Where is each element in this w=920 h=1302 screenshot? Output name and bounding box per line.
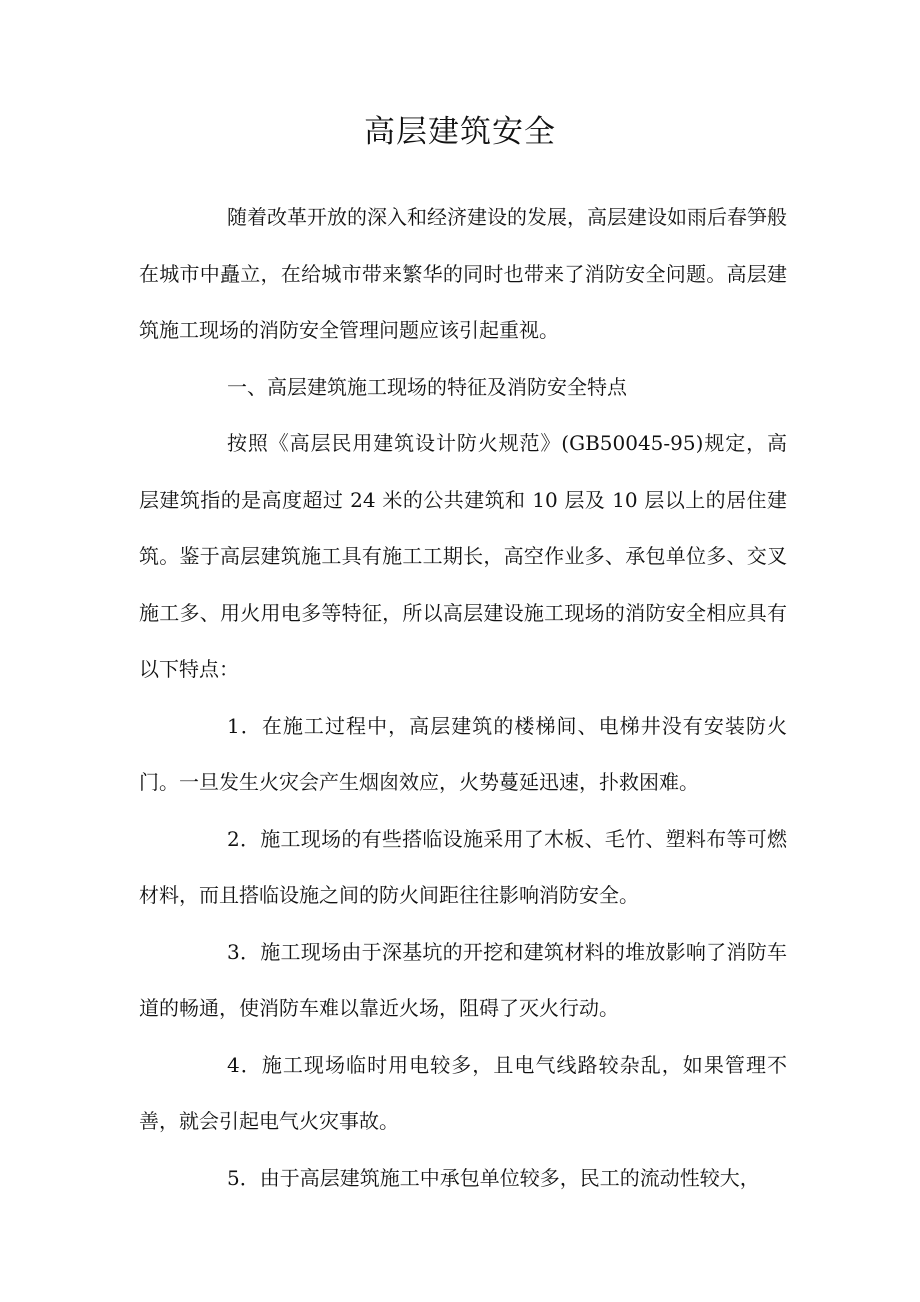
paragraph-definition: 按照《高层民用建筑设计防火规范》(GB50045-95)规定，高层建筑指的是高度超过 24 米的公共建筑和 10 层及 10 层以上的居住建筑。鉴于高层建筑施工具有施工工期长，高空作业多、承包单位多、交叉施工多、用火用电多等特征，所以高层建设施工现场的消防安全相应具有以下特点： xyxy=(139,431,787,681)
document-title: 高层建筑安全 xyxy=(364,114,556,150)
section-heading-1: 一、高层建筑施工现场的特征及消防安全特点 xyxy=(227,374,627,399)
list-item-3: 3．施工现场由于深基坑的开挖和建筑材料的堆放影响了消防车道的畅通，使消防车难以靠近火场，阻碍了灭火行动。 xyxy=(139,939,787,1020)
document-body xyxy=(139,189,787,1206)
list-item-4: 4．施工现场临时用电较多，且电气线路较杂乱，如果管理不善，就会引起电气火灾事故。 xyxy=(139,1052,787,1133)
list-item-2: 2．施工现场的有些搭临设施采用了木板、毛竹、塑料布等可燃材料，而且搭临设施之间的防火间距往往影响消防安全。 xyxy=(139,826,787,907)
paragraph-intro: 随着改革开放的深入和经济建设的发展，高层建设如雨后春笋般在城市中矗立，在给城市带来繁华的同时也带来了消防安全问题。高层建筑施工现场的消防安全管理问题应该引起重视。 xyxy=(139,205,787,342)
list-item-1: 1．在施工过程中，高层建筑的楼梯间、电梯井没有安装防火门。一旦发生火灾会产生烟囱效应，火势蔓延迅速，扑救困难。 xyxy=(139,713,787,794)
list-item-5: 5．由于高层建筑施工中承包单位较多，民工的流动性较大， xyxy=(227,1165,760,1190)
